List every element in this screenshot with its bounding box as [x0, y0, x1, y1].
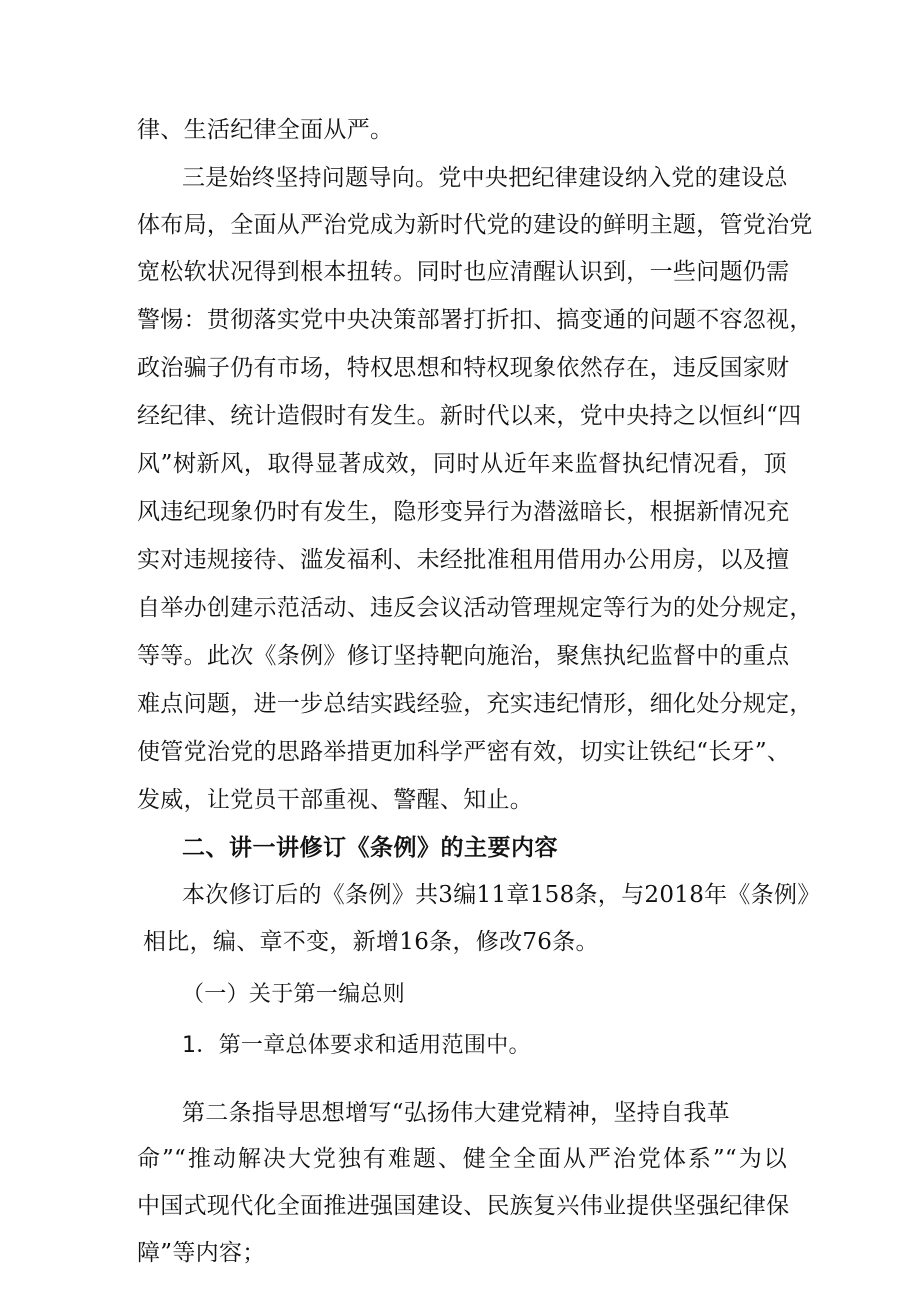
text-line: 实对违规接待、滥发福利、未经批准租用借用办公用房，以及擅 — [137, 547, 790, 573]
text-line: 宽松软状况得到根本扭转。同时也应清醒认识到，一些问题仍需 — [137, 259, 790, 285]
text-line: 第二条指导思想增写“弘扬伟大建党精神，坚持自我革 — [182, 1100, 730, 1126]
text-line: 难点问题，进一步总结实践经验，充实违纪情形，细化处分规定， — [137, 691, 813, 717]
text-line: 障”等内容； — [137, 1240, 266, 1266]
text-line: 风违纪现象仍时有发生，隐形变异行为潜滋暗长，根据新情况充 — [137, 499, 790, 525]
text-line: 警惕：贯彻落实党中央决策部署打折扣、搞变通的问题不容忽视， — [137, 307, 813, 333]
list-item: 1．第一章总体要求和适用范围中。 — [182, 1033, 531, 1058]
text-line: 经纪律、统计造假时有发生。新时代以来，党中央持之以恒纠“四 — [137, 403, 802, 429]
text-line: 等等。此次《条例》修订坚持靶向施治，聚焦执纪监督中的重点 — [137, 643, 790, 669]
text-line: 命”“推动解决大党独有难题、健全全面从严治党体系”“为以 — [137, 1146, 787, 1172]
text-line: 中国式现代化全面推进强国建设、民族复兴伟业提供坚强纪律保 — [137, 1193, 790, 1219]
text-line: 三是始终坚持问题导向。党中央把纪律建设纳入党的建设总 — [182, 165, 788, 191]
text-line: 体布局，全面从严治党成为新时代党的建设的鲜明主题，管党治党 — [137, 212, 813, 238]
subsection-heading: （一）关于第一编总则 — [182, 982, 406, 1007]
section-heading: 二、讲一讲修订《条例》的主要内容 — [182, 835, 558, 861]
text-line: 发威，让党员干部重视、警醒、知止。 — [137, 787, 534, 813]
text-line: 使管党治党的思路举措更加科学严密有效，切实让铁纪“长牙”、 — [137, 739, 791, 765]
text-line: 本次修订后的《条例》共3编11章158条，与2018年《条例》 — [182, 882, 821, 908]
text-line: 自举办创建示范活动、违反会议活动管理规定等行为的处分规定， — [137, 595, 813, 621]
text-line: 相比，编、章不变，新增16条，修改76条。 — [143, 929, 599, 955]
text-line: 律、生活纪律全面从严。 — [137, 117, 394, 143]
text-line: 风”树新风，取得显著成效，同时从近年来监督执纪情况看，顶 — [137, 451, 787, 477]
text-line: 政治骗子仍有市场，特权思想和特权现象依然存在，违反国家财 — [137, 355, 790, 381]
